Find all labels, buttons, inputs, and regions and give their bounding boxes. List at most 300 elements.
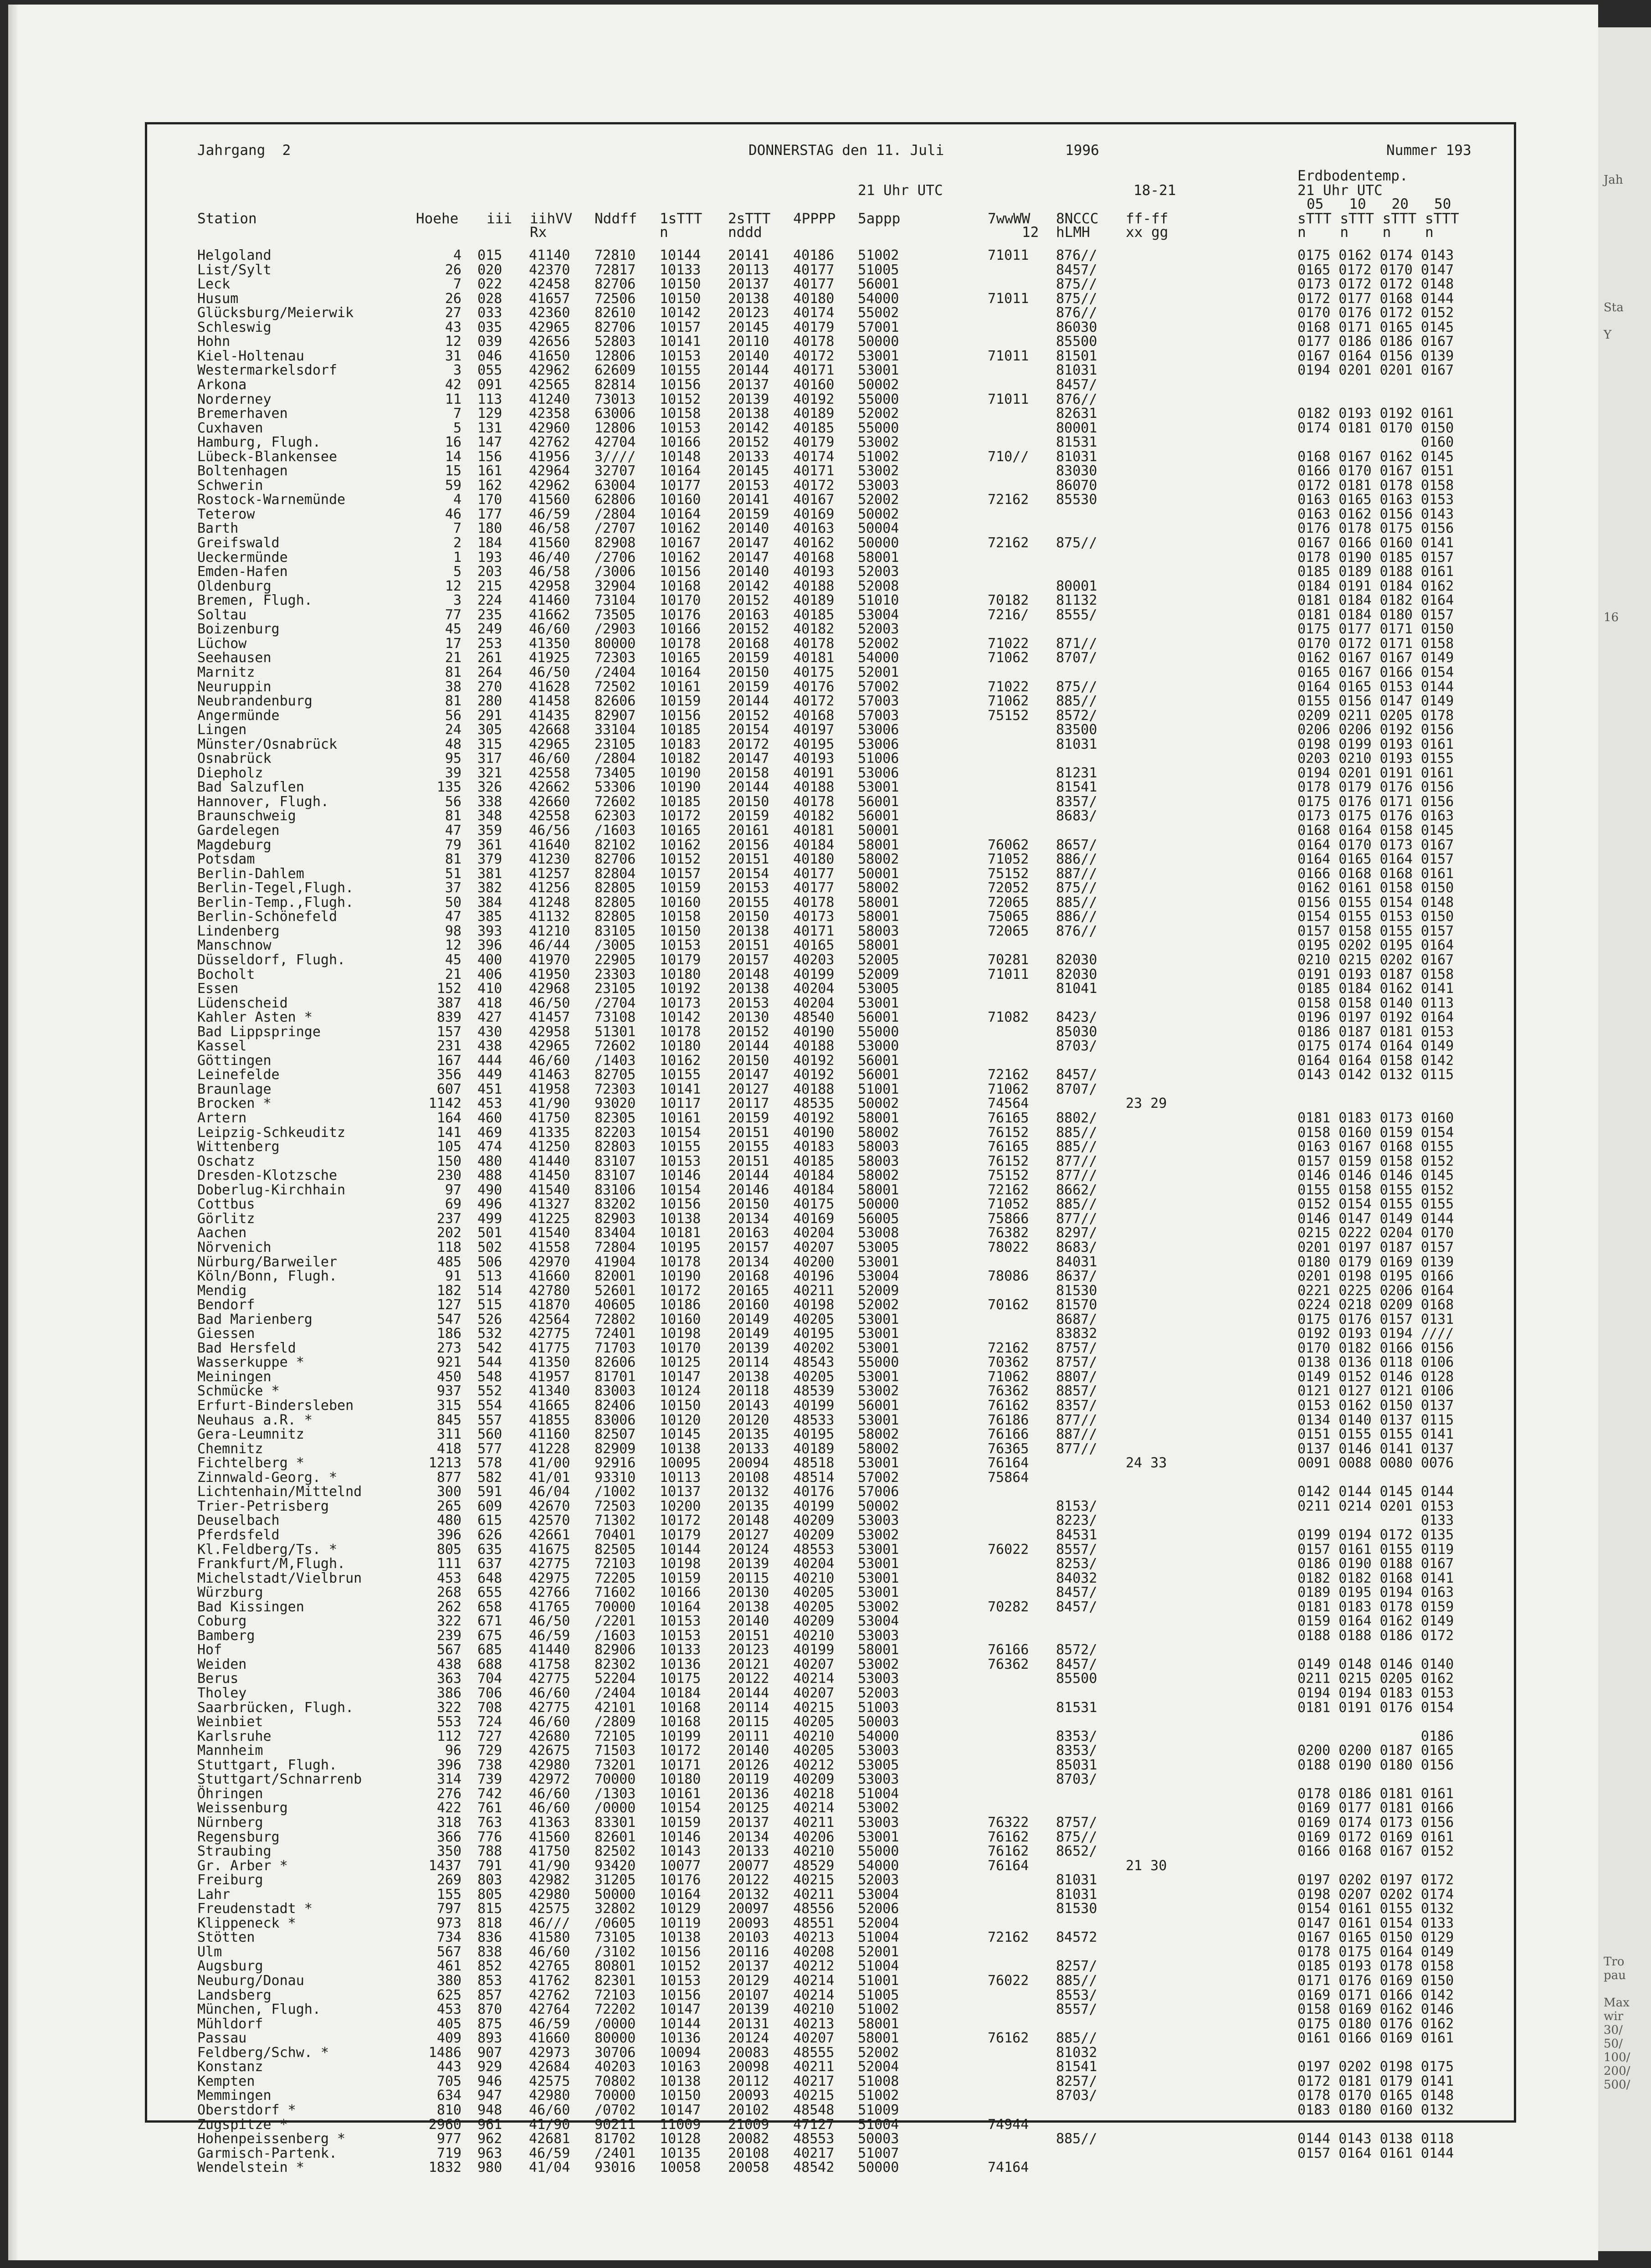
cell-nddff: /2704 <box>595 995 636 1011</box>
cell-soil-temps: 0165 0167 0166 0154 <box>1297 664 1454 680</box>
cell-8nccc: 8637/ <box>1056 1268 1097 1285</box>
cell-7wwww: 76162 <box>988 1398 1029 1414</box>
colhead-rx: Rx <box>530 224 547 241</box>
colhead-2sttt-sub: nddd <box>728 224 762 241</box>
cell-hoehe: 39 <box>445 765 461 781</box>
cell-iii: 685 <box>477 1642 502 1658</box>
cell-5appp: 53001 <box>858 1254 899 1270</box>
cell-station-name: Mühldorf <box>197 2016 263 2032</box>
cell-iii: 215 <box>477 578 502 594</box>
cell-5appp: 55002 <box>858 305 899 321</box>
cell-iihvv: 41762 <box>529 1973 570 1989</box>
cell-7wwww: 70162 <box>988 1297 1029 1313</box>
cell-hoehe: 77 <box>445 607 461 623</box>
cell-1sttt: 10159 <box>660 1814 701 1831</box>
cell-8nccc: 8457/ <box>1056 1656 1097 1672</box>
cell-4pppp: 40179 <box>793 434 835 451</box>
cell-5appp: 51002 <box>858 2088 899 2104</box>
cell-2sttt: 20141 <box>728 247 769 263</box>
cell-soil-temps: 0183 0180 0160 0132 <box>1297 2102 1454 2118</box>
cell-hoehe: 314 <box>436 1771 461 1788</box>
cell-8nccc: 8457/ <box>1056 1584 1097 1601</box>
cell-nddff: 82908 <box>595 535 636 551</box>
cell-5appp: 50004 <box>858 520 899 537</box>
cell-nddff: /2401 <box>595 2145 636 2161</box>
cell-hoehe: 276 <box>436 1785 461 1802</box>
cell-nddff: 81702 <box>595 2131 636 2147</box>
cell-5appp: 58002 <box>858 1167 899 1184</box>
cell-4pppp: 40184 <box>793 1182 835 1198</box>
cell-4pppp: 40213 <box>793 2016 835 2032</box>
table-row <box>147 1341 1514 1356</box>
cell-1sttt: 10148 <box>660 448 701 465</box>
cell-iihvv: 41458 <box>529 693 570 710</box>
cell-7wwww: 76162 <box>988 2030 1029 2047</box>
cell-iihvv: 41750 <box>529 1843 570 1860</box>
cell-7wwww: 72162 <box>988 1067 1029 1083</box>
cell-iii: 020 <box>477 262 502 278</box>
table-row <box>147 1945 1514 1959</box>
cell-nddff: 72502 <box>595 679 636 695</box>
table-row <box>147 1686 1514 1701</box>
colhead-range-18-21: 18-21 <box>1133 182 1176 199</box>
cell-iii: 261 <box>477 650 502 666</box>
adjacent-page-fragment: pau <box>1604 1969 1626 1982</box>
cell-hoehe: 152 <box>436 981 461 997</box>
cell-iihvv: 42762 <box>529 434 570 451</box>
cell-hoehe: 167 <box>436 1052 461 1069</box>
cell-1sttt: 10170 <box>660 1340 701 1356</box>
cell-nddff: 50000 <box>595 1886 636 1903</box>
cell-iii: 515 <box>477 1297 502 1313</box>
cell-5appp: 58002 <box>858 880 899 896</box>
cell-4pppp: 40195 <box>793 736 835 752</box>
cell-4pppp: 40214 <box>793 1973 835 1989</box>
cell-hoehe: 97 <box>445 1182 461 1198</box>
cell-soil-temps: 0191 0193 0187 0158 <box>1297 966 1454 982</box>
cell-8nccc: 84531 <box>1056 1527 1097 1543</box>
cell-4pppp: 40160 <box>793 376 835 393</box>
cell-4pppp: 40180 <box>793 290 835 307</box>
table-row <box>147 378 1514 392</box>
cell-soil-temps: 0166 0168 0168 0161 <box>1297 865 1454 882</box>
cell-nddff: 73104 <box>595 592 636 609</box>
cell-1sttt: 10146 <box>660 1829 701 1845</box>
table-row <box>147 1916 1514 1931</box>
cell-8nccc: 887// <box>1056 1426 1097 1443</box>
cell-1sttt: 10136 <box>660 2030 701 2047</box>
cell-4pppp: 40211 <box>793 1282 835 1299</box>
table-row <box>147 392 1514 407</box>
cell-8nccc: 8703/ <box>1056 1771 1097 1788</box>
cell-hoehe: 81 <box>445 851 461 868</box>
cell-1sttt: 10146 <box>660 1167 701 1184</box>
cell-1sttt: 10138 <box>660 2073 701 2089</box>
table-row <box>147 334 1514 349</box>
table-row <box>147 1715 1514 1729</box>
cell-nddff: 82805 <box>595 909 636 925</box>
cell-4pppp: 40214 <box>793 1671 835 1687</box>
cell-iii: 348 <box>477 808 502 824</box>
cell-iihvv: 41660 <box>529 1268 570 1285</box>
cell-soil-temps: 0160 <box>1297 434 1454 451</box>
cell-iihvv: 46/60 <box>529 2102 570 2118</box>
cell-4pppp: 48539 <box>793 1383 835 1399</box>
cell-soil-temps: 0158 0158 0140 0113 <box>1297 995 1454 1011</box>
cell-soil-temps: 0180 0179 0169 0139 <box>1297 1254 1454 1270</box>
cell-soil-temps: 0182 0193 0192 0161 <box>1297 406 1454 422</box>
cell-2sttt: 20146 <box>728 1182 769 1198</box>
cell-station-name: Bocholt <box>197 966 255 982</box>
cell-2sttt: 20098 <box>728 2059 769 2075</box>
cell-nddff: 90211 <box>595 2116 636 2133</box>
adjacent-page-fragment: Jah <box>1604 173 1623 187</box>
cell-nddff: 72506 <box>595 290 636 307</box>
table-row <box>147 450 1514 464</box>
cell-1sttt: 10170 <box>660 592 701 609</box>
cell-nddff: 92916 <box>595 1455 636 1471</box>
cell-iii: 385 <box>477 909 502 925</box>
cell-hoehe: 31 <box>445 348 461 364</box>
cell-station-name: Trier-Petrisberg <box>197 1498 329 1514</box>
cell-iihvv: 41440 <box>529 1642 570 1658</box>
cell-soil-temps: 0138 0136 0118 0106 <box>1297 1354 1454 1371</box>
cell-station-name: Lingen <box>197 722 247 738</box>
cell-1sttt: 10163 <box>660 2059 701 2075</box>
cell-5appp: 53001 <box>858 1570 899 1586</box>
cell-station-name: Neuburg/Donau <box>197 1973 304 1989</box>
cell-nddff: 70401 <box>595 1527 636 1543</box>
cell-1sttt: 10147 <box>660 2102 701 2118</box>
cell-soil-temps: 0178 0179 0176 0156 <box>1297 779 1454 796</box>
cell-station-name: Wendelstein * <box>197 2160 304 2176</box>
cell-iihvv: 41558 <box>529 1239 570 1255</box>
cell-nddff: 52803 <box>595 334 636 350</box>
cell-iihvv: 42660 <box>529 793 570 810</box>
cell-hoehe: 443 <box>436 2059 461 2075</box>
colhead-station: Station <box>197 211 257 227</box>
cell-hoehe: 164 <box>436 1110 461 1126</box>
cell-2sttt: 20123 <box>728 305 769 321</box>
cell-7wwww: 70281 <box>988 951 1029 968</box>
cell-4pppp: 40181 <box>793 650 835 666</box>
cell-8nccc: 8253/ <box>1056 1556 1097 1572</box>
cell-soil-temps: 0166 0170 0167 0151 <box>1297 463 1454 479</box>
cell-8nccc: 83832 <box>1056 1326 1097 1342</box>
cell-nddff: 71602 <box>595 1584 636 1601</box>
cell-station-name: Passau <box>197 2030 247 2047</box>
cell-8nccc: 8555/ <box>1056 607 1097 623</box>
cell-iii: 131 <box>477 420 502 436</box>
cell-4pppp: 40196 <box>793 1268 835 1285</box>
table-row <box>147 723 1514 737</box>
cell-nddff: /0702 <box>595 2102 636 2118</box>
cell-4pppp: 40185 <box>793 420 835 436</box>
cell-8nccc: 80001 <box>1056 578 1097 594</box>
cell-4pppp: 40202 <box>793 1340 835 1356</box>
cell-nddff: 62806 <box>595 492 636 508</box>
table-row <box>147 751 1514 766</box>
cell-8nccc: 81541 <box>1056 2059 1097 2075</box>
cell-nddff: 72103 <box>595 1556 636 1572</box>
cell-2sttt: 20139 <box>728 2001 769 2018</box>
cell-iii: 180 <box>477 520 502 537</box>
cell-4pppp: 40183 <box>793 1139 835 1155</box>
cell-nddff: /3102 <box>595 1944 636 1960</box>
cell-soil-temps: 0164 0165 0153 0144 <box>1297 679 1454 695</box>
cell-hoehe: 47 <box>445 823 461 838</box>
cell-4pppp: 40204 <box>793 1556 835 1572</box>
cell-hoehe: 450 <box>436 1368 461 1385</box>
cell-station-name: Regensburg <box>197 1829 280 1845</box>
cell-nddff: 82406 <box>595 1398 636 1414</box>
colhead-iihvv: iihVV <box>530 211 573 227</box>
table-row <box>147 665 1514 680</box>
cell-5appp: 55000 <box>858 391 899 407</box>
cell-nddff: 62303 <box>595 808 636 824</box>
cell-4pppp: 40210 <box>793 1728 835 1744</box>
cell-4pppp: 40209 <box>793 1527 835 1543</box>
cell-2sttt: 20108 <box>728 1469 769 1486</box>
cell-iihvv: 46/40 <box>529 549 570 566</box>
cell-iii: 552 <box>477 1383 502 1399</box>
cell-2sttt: 20147 <box>728 535 769 551</box>
cell-nddff: 73105 <box>595 1929 636 1946</box>
cell-iii: 742 <box>477 1785 502 1802</box>
cell-8nccc: 81231 <box>1056 765 1097 781</box>
cell-4pppp: 48514 <box>793 1469 835 1486</box>
cell-5appp: 55000 <box>858 1354 899 1371</box>
cell-nddff: 72810 <box>595 247 636 263</box>
cell-5appp: 58001 <box>858 894 899 910</box>
cell-7wwww: 71062 <box>988 1368 1029 1385</box>
cell-soil-temps: 0186 0190 0188 0167 <box>1297 1556 1454 1572</box>
cell-iii: 655 <box>477 1584 502 1601</box>
cell-nddff: 72817 <box>595 262 636 278</box>
cell-iihvv: 41958 <box>529 1081 570 1097</box>
cell-1sttt: 10124 <box>660 1383 701 1399</box>
cell-station-name: Lübeck-Blankensee <box>197 448 338 465</box>
cell-5appp: 50000 <box>858 334 899 350</box>
cell-8nccc: 8683/ <box>1056 1239 1097 1255</box>
cell-station-name: Berlin-Dahlem <box>197 865 304 882</box>
cell-iii: 615 <box>477 1512 502 1529</box>
cell-iihvv: 42775 <box>529 1556 570 1572</box>
cell-nddff: /2903 <box>595 621 636 638</box>
cell-station-name: Potsdam <box>197 851 255 868</box>
cell-iii: 980 <box>477 2160 502 2176</box>
cell-iihvv: 41957 <box>529 1368 570 1385</box>
cell-hoehe: 141 <box>436 1124 461 1141</box>
cell-4pppp: 48542 <box>793 2160 835 2176</box>
cell-8nccc: 85031 <box>1056 1757 1097 1773</box>
cell-hoehe: 81 <box>445 664 461 680</box>
table-row <box>147 435 1514 450</box>
cell-nddff: 72105 <box>595 1728 636 1744</box>
cell-5appp: 50002 <box>858 376 899 393</box>
table-row <box>147 320 1514 335</box>
cell-1sttt: 10184 <box>660 1685 701 1701</box>
cell-station-name: Michelstadt/Vielbrun <box>197 1570 362 1586</box>
cell-iii: 430 <box>477 1023 502 1040</box>
cell-iihvv: 41870 <box>529 1297 570 1313</box>
cell-2sttt: 20139 <box>728 1340 769 1356</box>
table-row <box>147 1025 1514 1039</box>
cell-iihvv: 41765 <box>529 1599 570 1615</box>
cell-hoehe: 311 <box>436 1426 461 1443</box>
colhead-1sttt-sub: n <box>660 224 668 241</box>
colhead-7wwww: 7wwWW <box>988 211 1031 227</box>
cell-iii: 193 <box>477 549 502 566</box>
adjacent-page-fragment: 30/ <box>1604 2023 1623 2037</box>
cell-nddff: 93420 <box>595 1857 636 1874</box>
cell-station-name: Stötten <box>197 1929 255 1946</box>
table-row <box>147 1154 1514 1169</box>
cell-station-name: Zinnwald-Georg. * <box>197 1469 338 1486</box>
cell-nddff: 72202 <box>595 2001 636 2018</box>
cell-hoehe: 734 <box>436 1929 461 1946</box>
cell-8nccc: 8757/ <box>1056 1814 1097 1831</box>
cell-iii: 359 <box>477 823 502 838</box>
cell-7wwww: 76322 <box>988 1814 1029 1831</box>
table-row <box>147 1399 1514 1413</box>
cell-5appp: 50002 <box>858 1095 899 1112</box>
cell-4pppp: 40205 <box>793 1714 835 1730</box>
table-row <box>147 1312 1514 1327</box>
table-row <box>147 1600 1514 1615</box>
cell-hoehe: 11 <box>445 391 461 407</box>
cell-iii: 203 <box>477 564 502 580</box>
cell-2sttt: 20168 <box>728 635 769 652</box>
cell-4pppp: 40185 <box>793 607 835 623</box>
cell-5appp: 53004 <box>858 1268 899 1285</box>
cell-soil-temps: 0154 0161 0155 0132 <box>1297 1901 1454 1917</box>
cell-2sttt: 20159 <box>728 650 769 666</box>
cell-8nccc: 885// <box>1056 1973 1097 1989</box>
cell-7wwww: 71011 <box>988 391 1029 407</box>
cell-2sttt: 20159 <box>728 506 769 522</box>
cell-iihvv: 46/58 <box>529 520 570 537</box>
cell-8nccc: 8153/ <box>1056 1498 1097 1514</box>
cell-2sttt: 20124 <box>728 1541 769 1558</box>
cell-1sttt: 10144 <box>660 247 701 263</box>
cell-1sttt: 10095 <box>660 1455 701 1471</box>
cell-nddff: 62609 <box>595 362 636 379</box>
cell-iihvv: 46/50 <box>529 1613 570 1630</box>
cell-4pppp: 40204 <box>793 981 835 997</box>
cell-station-name: Diepholz <box>197 765 263 781</box>
cell-1sttt: 10150 <box>660 2088 701 2104</box>
cell-4pppp: 40199 <box>793 1498 835 1514</box>
cell-hoehe: 386 <box>436 1685 461 1701</box>
cell-soil-temps: 0182 0182 0168 0141 <box>1297 1570 1454 1586</box>
cell-iii: 410 <box>477 981 502 997</box>
cell-4pppp: 40209 <box>793 1512 835 1529</box>
cell-soil-temps: 0192 0193 0194 //// <box>1297 1326 1454 1342</box>
cell-1sttt: 10129 <box>660 1901 701 1917</box>
cell-station-name: Freudenstadt * <box>197 1901 313 1917</box>
cell-4pppp: 40209 <box>793 1771 835 1788</box>
table-row <box>147 478 1514 493</box>
cell-2sttt: 20111 <box>728 1728 769 1744</box>
cell-hoehe: 567 <box>436 1944 461 1960</box>
cell-4pppp: 40186 <box>793 247 835 263</box>
cell-1sttt: 10147 <box>660 2001 701 2018</box>
cell-iii: 548 <box>477 1368 502 1385</box>
cell-iii: 035 <box>477 319 502 335</box>
cell-4pppp: 40184 <box>793 1167 835 1184</box>
cell-iii: 582 <box>477 1469 502 1486</box>
table-row <box>147 1988 1514 2003</box>
cell-2sttt: 20132 <box>728 1886 769 1903</box>
table-row <box>147 1657 1514 1672</box>
cell-iihvv: 41160 <box>529 1426 570 1443</box>
cell-4pppp: 40205 <box>793 1311 835 1327</box>
cell-iihvv: 42980 <box>529 1757 570 1773</box>
cell-2sttt: 20163 <box>728 607 769 623</box>
cell-soil-temps: 0185 0193 0178 0158 <box>1297 1958 1454 1975</box>
cell-1sttt: 10199 <box>660 1728 701 1744</box>
cell-5appp: 53002 <box>858 1656 899 1672</box>
cell-8nccc: 81031 <box>1056 736 1097 752</box>
cell-2sttt: 20138 <box>728 1368 769 1385</box>
cell-nddff: 23105 <box>595 736 636 752</box>
cell-2sttt: 20108 <box>728 2145 769 2161</box>
cell-station-name: Rostock-Warnemünde <box>197 492 346 508</box>
cell-2sttt: 20140 <box>728 348 769 364</box>
cell-hoehe: 98 <box>445 923 461 939</box>
cell-soil-temps: 0163 0165 0163 0153 <box>1297 492 1454 508</box>
cell-iii: 609 <box>477 1498 502 1514</box>
table-row <box>147 263 1514 278</box>
cell-station-name: Lüchow <box>197 635 247 652</box>
cell-hoehe: 269 <box>436 1872 461 1888</box>
cell-soil-temps: 0170 0172 0171 0158 <box>1297 635 1454 652</box>
cell-2sttt: 20097 <box>728 1901 769 1917</box>
cell-nddff: 32707 <box>595 463 636 479</box>
cell-5appp: 53006 <box>858 736 899 752</box>
cell-iihvv: 41435 <box>529 707 570 724</box>
cell-2sttt: 20114 <box>728 1354 769 1371</box>
cell-hoehe: 43 <box>445 319 461 335</box>
cell-iihvv: 42970 <box>529 1254 570 1270</box>
cell-soil-temps: 0171 0176 0169 0150 <box>1297 1973 1454 1989</box>
cell-soil-temps: 0211 0214 0201 0153 <box>1297 1498 1454 1514</box>
cell-iii: 962 <box>477 2131 502 2147</box>
cell-4pppp: 40171 <box>793 362 835 379</box>
cell-2sttt: 20161 <box>728 823 769 838</box>
cell-soil-temps: 0142 0144 0145 0144 <box>1297 1484 1454 1500</box>
cell-station-name: Tholey <box>197 1685 247 1701</box>
cell-2sttt: 20145 <box>728 319 769 335</box>
cell-soil-temps: 0173 0172 0172 0148 <box>1297 276 1454 293</box>
cell-1sttt: 10156 <box>660 376 701 393</box>
cell-8nccc: 81501 <box>1056 348 1097 364</box>
cell-soil-temps: 0201 0198 0195 0166 <box>1297 1268 1454 1285</box>
cell-hoehe: 937 <box>436 1383 461 1399</box>
cell-soil-temps: 0221 0225 0206 0164 <box>1297 1282 1454 1299</box>
cell-nddff: /0000 <box>595 1800 636 1816</box>
cell-1sttt: 10154 <box>660 1800 701 1816</box>
cell-5appp: 53002 <box>858 1527 899 1543</box>
cell-station-name: Bad Lippspringe <box>197 1023 321 1040</box>
cell-4pppp: 40192 <box>793 1052 835 1069</box>
cell-5appp: 53001 <box>858 362 899 379</box>
page <box>8 5 1598 2260</box>
cell-4pppp: 40176 <box>793 1484 835 1500</box>
cell-hoehe: 12 <box>445 937 461 954</box>
cell-2sttt: 20134 <box>728 1210 769 1227</box>
